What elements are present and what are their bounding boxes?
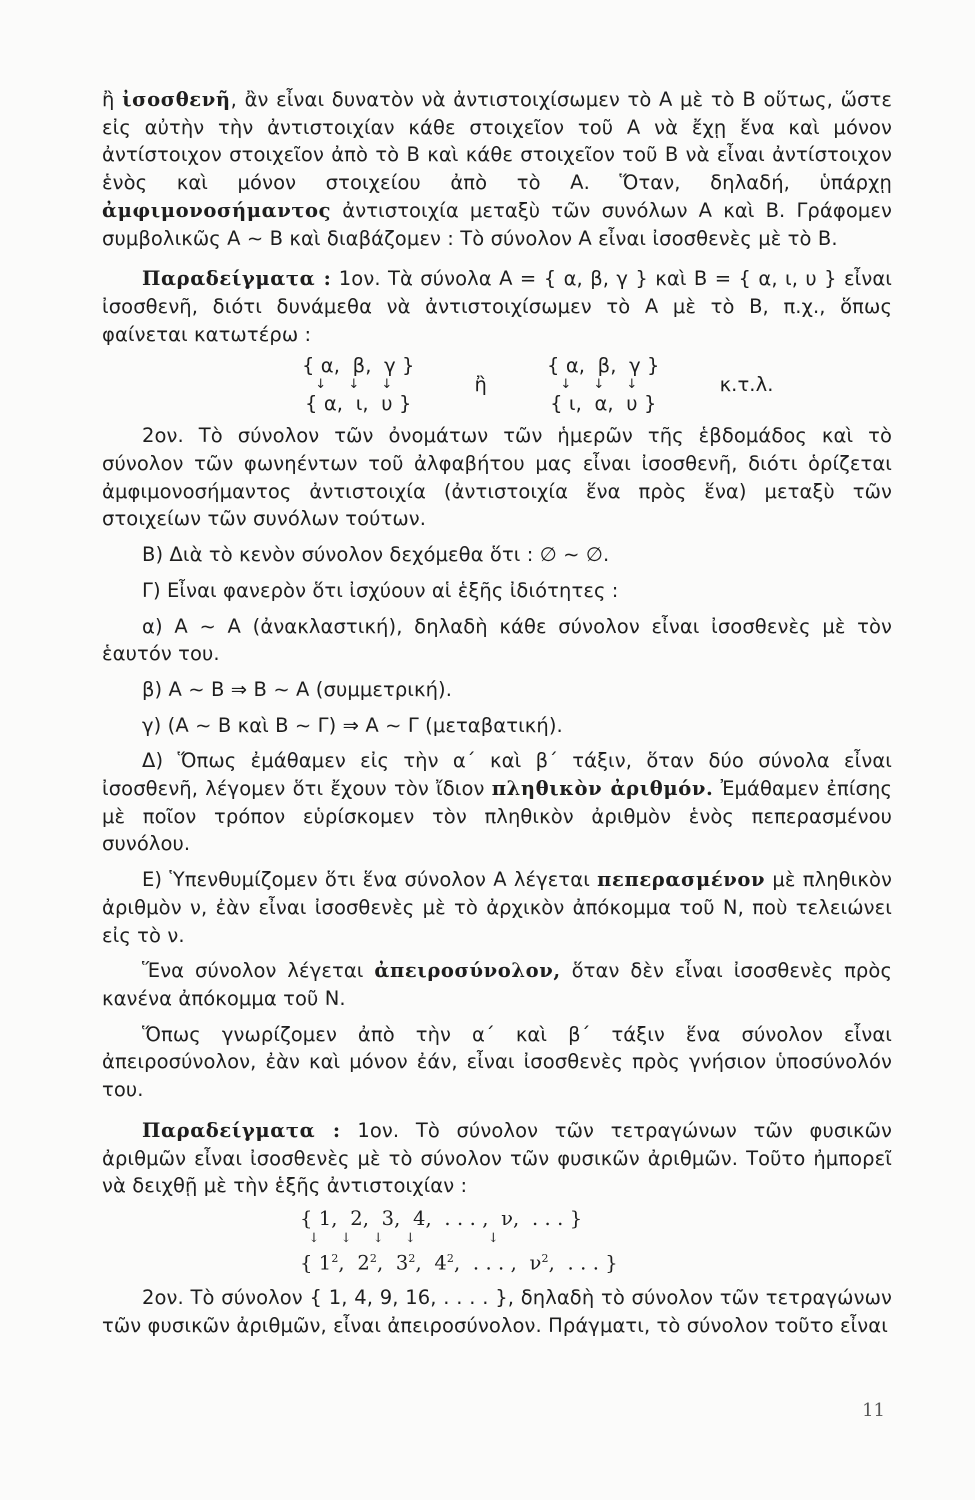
paragraph-e	[102, 866, 892, 949]
page-number: 11	[862, 1400, 885, 1421]
text-segment: Ἐμάθαμεν ἐπίσης μὲ ποῖον τρόπον εὑρίσκομεν τὸν πληθικὸν ἀριθμὸν ἑνὸς πεπερασμένου συνόλου.	[102, 777, 892, 856]
mapping-arrows: ↓ ↓ ↓	[315, 377, 402, 393]
set-b-permuted: { ι, α, υ }	[550, 392, 657, 416]
examples-heading: Παραδείγματα :	[142, 1118, 341, 1142]
paragraph-example-squares-2: 2ον. Τὸ σύνολον { 1, 4, 9, 16, . . . . }, δηλαδὴ τὸ σύνολον τῶν τετραγώνων τῶν φυσικῶν ἀριθμῶν, εἶναι ἀπειροσύνολον. Πράγματι, τὸ σύνολον τοῦτο εἶναι	[102, 1286, 892, 1338]
set-b: { α, ι, υ }	[305, 392, 412, 416]
body-text	[102, 86, 892, 1340]
examples-heading: Παραδείγματα :	[142, 267, 332, 291]
text-segment: , ἂν εἶναι δυνατὸν νὰ ἀντιστοιχίσωμεν τὸ Α μὲ τὸ Β οὕτως, ὥστε εἰς αὐτὴν τὴν ἀντιστοιχίαν κάθε στοιχεῖον τοῦ Α νὰ ἔχῃ ἕνα καὶ μόνον ἀντίστοιχον στοιχεῖον ἀπὸ τὸ Β καὶ κάθε στοιχεῖον τοῦ Β νὰ εἶναι ἀντίστοιχον ἑνὸς καὶ μόνον στοιχείου ἀπὸ τὸ Α. Ὅταν, δηλαδή, ὑπάρχῃ	[102, 88, 892, 195]
paragraph-known: Ὅπως γνωρίζομεν ἀπὸ τὴν α΄ καὶ β΄ τάξιν ἕνα σύνολον εἶναι ἀπειροσύνολον, ἐὰν καὶ μόνον ἐάν, εἶναι ἰσοσθενὲς πρὸς γνήσιον ὑποσύνολόν του.	[102, 1022, 892, 1102]
text-segment: Ἕνα σύνολον λέγεται	[142, 959, 375, 983]
natural-numbers-set: { 1, 2, 3, 4, . . . , ν, . . . }	[300, 1206, 583, 1230]
text-segment: ἀντιστοιχία μεταξὺ τῶν συνόλων Α καὶ Β. Γράφομεν συμβολικῶς Α ∼ Β καὶ διαβάζομεν : Τὸ σύνολον Α εἶναι ἰσοσθενὲς μὲ τὸ Β.	[102, 198, 892, 250]
text-segment: μὲ πληθικὸν ἀριθμὸν ν, ἐὰν εἶναι ἰσοσθενὲς μὲ τὸ ἀρχικὸν ἀπόκομμα τοῦ Ν, ποὺ τελειώνει εἰς τὸ ν.	[102, 868, 892, 947]
term-apeirosynolon: ἀπειροσύνολον,	[374, 959, 561, 983]
text-segment: , 4	[415, 1251, 447, 1275]
set-a: { α, β, γ }	[302, 354, 415, 378]
property-reflexive: α) Α ∼ Α (ἀνακλαστική), δηλαδὴ κάθε σύνολον εἶναι ἰσοσθενὲς μὲ τὸν ἑαυτόν του.	[102, 614, 892, 666]
term-isosthenes: ἰσοσθενῆ	[122, 88, 231, 111]
property-symmetric: β) Α ∼ Β ⇒ Β ∼ Α (συμμετρική).	[142, 677, 453, 701]
exponent: 2	[331, 1251, 339, 1265]
text-segment: 1ον. Τὰ σύνολα Α = { α, β, γ } καὶ Β = { α, ι, υ } εἶναι ἰσοσθενῆ, διότι δυνάμεθα νὰ ἀντιστοιχίσωμεν τὸ Α μὲ τὸ Β, π.χ., ὅπως φαίνεται κατωτέρω :	[102, 267, 892, 346]
paragraph-b: Β) Διὰ τὸ κενὸν σύνολον δεχόμεθα ὅτι : ∅ ∼ ∅.	[142, 543, 610, 567]
term-peperasmenon: πεπερασμένον	[597, 868, 766, 892]
paragraph-d	[102, 747, 892, 858]
mapping-left	[302, 354, 415, 416]
etc-label: κ.τ.λ.	[719, 373, 774, 397]
exponent: 2	[446, 1251, 454, 1265]
term-amfimonosimantos: ἀμφιμονοσήμαντος	[102, 198, 332, 222]
text-segment: Ε) Ὑπενθυμίζομεν ὅτι ἕνα σύνολον Α λέγεται	[142, 868, 598, 892]
squares-diagram	[300, 1206, 892, 1277]
term-plithikos-arithmos: πληθικὸν ἀριθμόν.	[491, 777, 714, 801]
mapping-arrows: ↓ ↓ ↓ ↓ ↓	[300, 1230, 499, 1246]
paragraph-definition	[102, 86, 892, 252]
text-segment: , 2	[338, 1251, 370, 1275]
text-segment: Δ) Ὅπως ἐμάθαμεν εἰς τὴν α΄ καὶ β΄ τάξιν, ὅταν δύο σύνολα εἶναι ἰσοσθενῆ, λέγομεν ὅτι ἔχουν τὸν ἴδιον	[102, 749, 892, 801]
mapping-right	[547, 354, 660, 416]
text-segment: 1ον. Τὸ σύνολον τῶν τετραγώνων τῶν φυσικῶν ἀριθμῶν εἶναι ἰσοσθενὲς μὲ τὸ σύνολον τῶν φυσικῶν ἀριθμῶν. Τοῦτο ἠμπορεῖ νὰ δειχθῇ μὲ τὴν ἑξῆς ἀντιστοιχίαν :	[102, 1118, 892, 1198]
paragraph-example-1	[102, 265, 892, 348]
text-segment: , . . . }	[548, 1251, 618, 1275]
set-a: { α, β, γ }	[547, 354, 660, 378]
paragraph-example-2: 2ον. Τὸ σύνολον τῶν ὀνομάτων τῶν ἡμερῶν τῆς ἑβδομάδος καὶ τὸ σύνολον τῶν φωνηέντων τοῦ ἀλφαβήτου μας εἶναι ἰσοσθενῆ, διότι ὁρίζεται ἀμφιμονοσήμαντος ἀντιστοιχία (ἀντιστοιχία ἕνα πρὸς ἕνα) μεταξὺ τῶν στοιχείων τῶν συνόλων τούτων.	[102, 424, 892, 531]
text-segment: , . . . , ν	[453, 1251, 542, 1275]
property-transitive: γ) (Α ∼ Β καὶ Β ∼ Γ) ⇒ Α ∼ Γ (μεταβατική).	[142, 713, 563, 737]
text-segment: ἢ	[102, 88, 123, 111]
correspondence-diagram	[302, 354, 892, 416]
text-segment: , 3	[376, 1251, 409, 1275]
exponent: 2	[369, 1251, 377, 1265]
text-segment: { 1	[300, 1251, 332, 1275]
paragraph-infinite	[102, 957, 892, 1012]
exponent: 2	[541, 1251, 549, 1265]
squares-set	[300, 1246, 892, 1277]
paragraph-g: Γ) Εἶναι φανερὸν ὅτι ἰσχύουν αἱ ἑξῆς ἰδιότητες :	[142, 578, 619, 602]
or-label: ἢ	[474, 373, 488, 397]
paragraph-example-squares	[102, 1117, 892, 1200]
text-segment: ὅταν δὲν εἶναι ἰσοσθενὲς πρὸς κανένα ἀπόκομμα τοῦ Ν.	[102, 959, 892, 1010]
mapping-arrows: ↓ ↓ ↓	[560, 377, 647, 393]
exponent: 2	[408, 1251, 416, 1265]
